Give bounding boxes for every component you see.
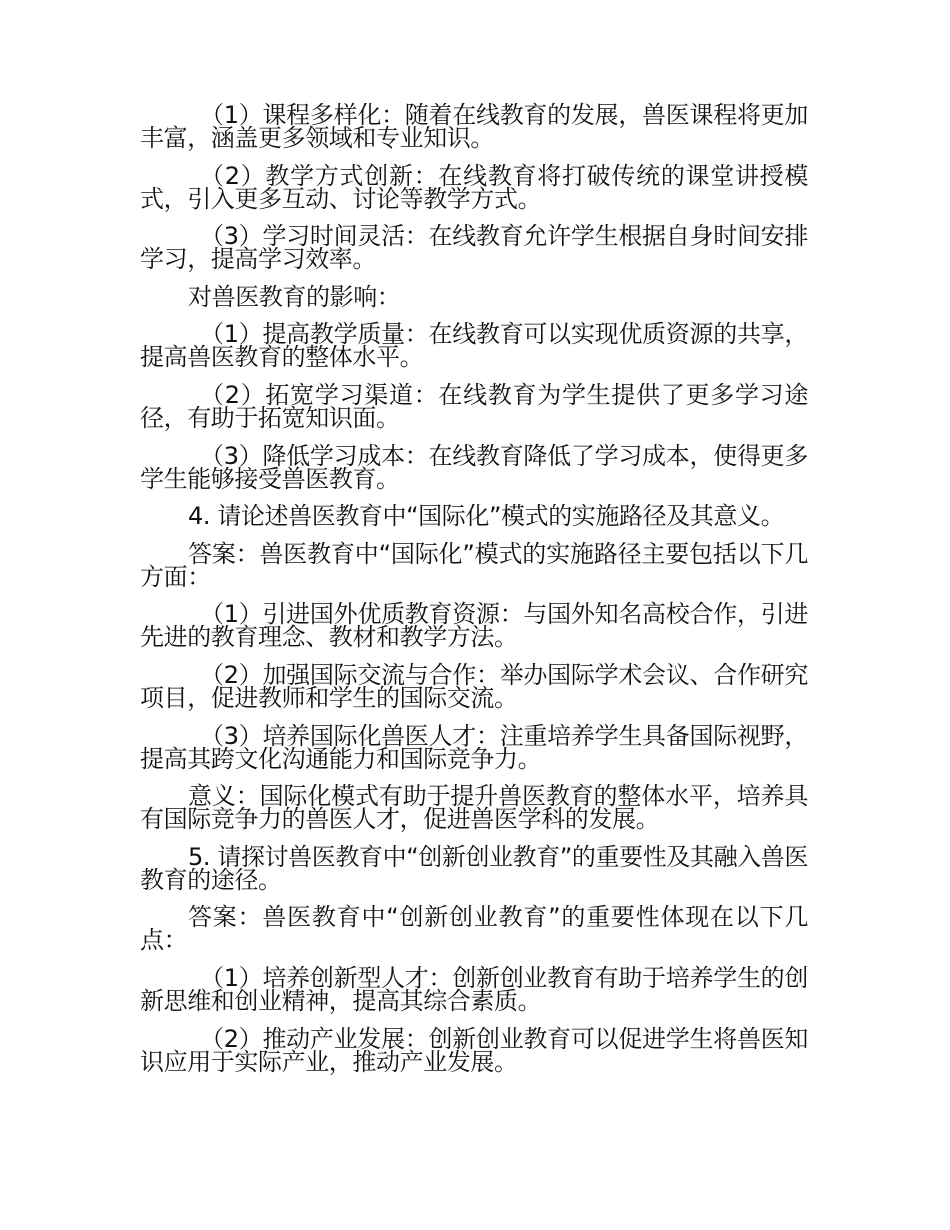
answer-5-intro: 答案：兽医教育中“创新创业教育”的重要性体现在以下几点：	[140, 903, 808, 955]
answer-4-item-1: （1）引进国外优质教育资源：与国外知名高校合作，引进先进的教育理念、教材和教学方法。	[140, 600, 808, 652]
answer-4-intro: 答案：兽医教育中“国际化”模式的实施路径主要包括以下几方面：	[140, 539, 808, 591]
answer-5-item-1: （1）培养创新型人才：创新创业教育有助于培养学生的创新思维和创业精神，提高其综合素质。	[140, 963, 808, 1015]
question-5: 5. 请探讨兽医教育中“创新创业教育”的重要性及其融入兽医教育的途径。	[140, 842, 808, 894]
paragraph-learning-channels: （2）拓宽学习渠道：在线教育为学生提供了更多学习途径，有助于拓宽知识面。	[140, 380, 808, 432]
document-body	[140, 101, 808, 1088]
answer-4-significance: 意义：国际化模式有助于提升兽医教育的整体水平，培养具有国际竞争力的兽医人才，促进兽医学科的发展。	[140, 782, 808, 834]
answer-4-item-2: （2）加强国际交流与合作：举办国际学术会议、合作研究项目，促进教师和学生的国际交流。	[140, 660, 808, 712]
answer-4-item-3: （3）培养国际化兽医人才：注重培养学生具备国际视野，提高其跨文化沟通能力和国际竞争力。	[140, 721, 808, 773]
paragraph-course-diversity: （1）课程多样化：随着在线教育的发展，兽医课程将更加丰富，涵盖更多领域和专业知识。	[140, 101, 808, 152]
paragraph-learning-cost: （3）降低学习成本：在线教育降低了学习成本，使得更多学生能够接受兽医教育。	[140, 441, 808, 493]
paragraph-flexible-time: （3）学习时间灵活：在线教育允许学生根据自身时间安排学习，提高学习效率。	[140, 222, 808, 274]
paragraph-teaching-innovation: （2）教学方式创新：在线教育将打破传统的课堂讲授模式，引入更多互动、讨论等教学方式。	[140, 161, 808, 213]
paragraph-impact-heading: 对兽医教育的影响：	[188, 282, 401, 311]
answer-5-item-2: （2）推动产业发展：创新创业教育可以促进学生将兽医知识应用于实际产业，推动产业发展。	[140, 1024, 808, 1076]
question-4: 4. 请论述兽医教育中“国际化”模式的实施路径及其意义。	[188, 502, 785, 531]
paragraph-teaching-quality: （1）提高教学质量：在线教育可以实现优质资源的共享，提高兽医教育的整体水平。	[140, 320, 808, 372]
